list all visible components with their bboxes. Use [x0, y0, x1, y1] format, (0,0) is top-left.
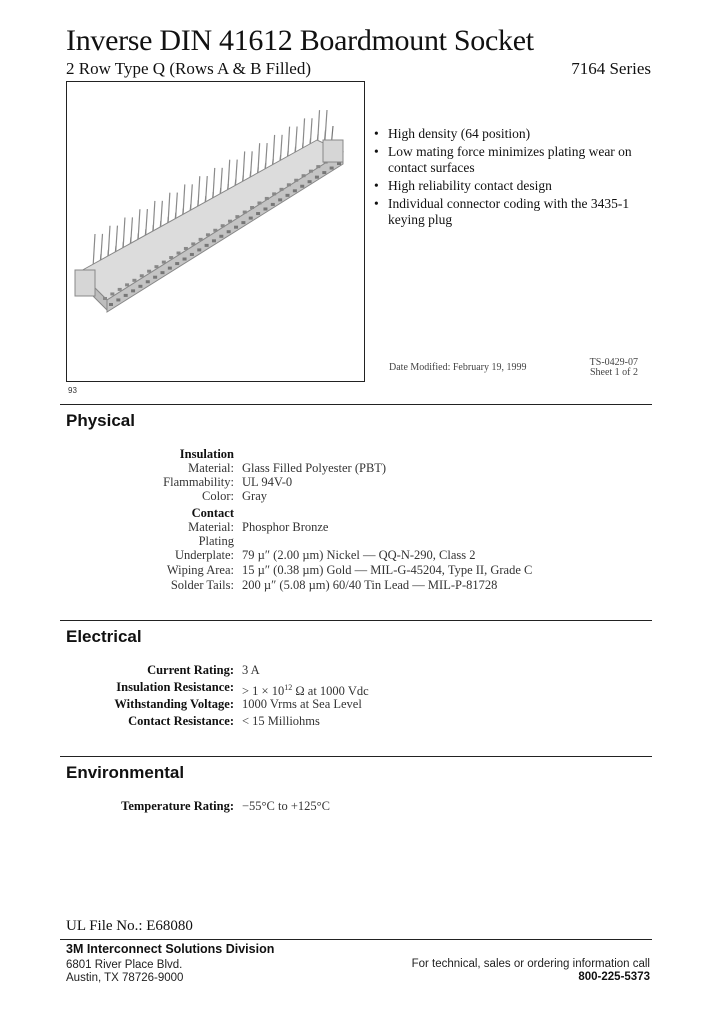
spec-value: −55°C to +125°C — [242, 799, 330, 813]
spec-label: Color: — [202, 489, 234, 503]
section-divider — [60, 620, 652, 621]
feature-item: • Individual connector coding with the 3435-1 keying plug — [374, 196, 664, 228]
spec-value: < 15 Milliohms — [242, 714, 320, 728]
spec-value: 79 µ″ (2.00 µm) Nickel — QQ-N-290, Class 2 — [242, 548, 476, 562]
feature-item: • High density (64 position) — [374, 126, 664, 142]
contact-hole — [272, 192, 276, 195]
contact-hole — [309, 170, 313, 173]
contact-hole — [300, 185, 304, 188]
spec-group-contact: Contact — [191, 506, 234, 520]
contact-hole — [147, 270, 151, 273]
contact-hole — [243, 211, 247, 214]
contact-hole — [228, 220, 232, 223]
contact-hole — [278, 198, 282, 201]
contact-hole — [153, 276, 157, 279]
contact-hole — [110, 292, 114, 295]
contact-hole — [140, 274, 144, 277]
spec-row — [66, 520, 586, 535]
company-division: 3M Interconnect Solutions Division — [66, 942, 275, 956]
contact-hole — [308, 180, 312, 183]
contact-hole — [322, 171, 326, 174]
date-modified: Date Modified: February 19, 1999 — [389, 362, 527, 373]
spec-value: 1000 Vrms at Sea Level — [242, 697, 362, 711]
spec-label: Material: — [188, 520, 234, 534]
spec-row — [66, 534, 586, 549]
contact-hole — [287, 183, 291, 186]
contact-hole — [271, 203, 275, 206]
contact-hole — [197, 248, 201, 251]
contact-hole — [241, 221, 245, 224]
spec-row — [66, 680, 586, 699]
spec-row — [66, 663, 586, 678]
address-line-1: 6801 River Place Blvd. — [66, 959, 183, 971]
contact-hole — [175, 262, 179, 265]
section-title-environmental: Environmental — [66, 763, 185, 782]
contact-hole — [227, 230, 231, 233]
feature-item: • Low mating force minimizes plating wear on contact surfaces — [374, 144, 664, 176]
spec-label: Solder Tails: — [170, 578, 234, 592]
address-line-2: Austin, TX 78726-9000 — [66, 972, 184, 984]
feature-list — [374, 126, 664, 230]
contact-hole — [190, 253, 194, 256]
contact-hole — [206, 233, 210, 236]
spec-label: Wiping Area: — [166, 563, 234, 577]
insulation-value-prefix: > 1 × 10 — [242, 684, 285, 699]
contact-hole — [302, 174, 306, 177]
ul-file-number: UL File No.: E68080 — [66, 918, 193, 934]
spec-value: 200 µ″ (5.08 µm) 60/40 Tin Lead — MIL-P-81728 — [242, 578, 498, 592]
spec-row — [66, 714, 586, 729]
connector-pin — [318, 110, 320, 144]
contact-info-text: For technical, sales or ordering information call — [411, 958, 650, 970]
contact-hole — [199, 238, 203, 241]
feature-item: • High reliability contact design — [374, 178, 664, 194]
spec-row — [66, 506, 586, 521]
series-label: 7164 Series — [571, 59, 651, 78]
section-title-physical: Physical — [66, 411, 135, 430]
spec-row — [66, 548, 586, 563]
contact-hole — [234, 226, 238, 229]
contact-hole — [118, 288, 122, 291]
contact-hole — [294, 179, 298, 182]
contact-hole — [280, 188, 284, 191]
contact-hole — [191, 242, 195, 245]
contact-hole — [250, 206, 254, 209]
contact-hole — [160, 271, 164, 274]
contact-hole — [286, 194, 290, 197]
spec-value: Gray — [242, 489, 267, 503]
contact-hole — [213, 229, 217, 232]
contact-hole — [103, 297, 107, 300]
contact-hole — [205, 244, 209, 247]
spec-label: Insulation Resistance: — [116, 680, 234, 694]
spec-value: 3 A — [242, 663, 260, 677]
contact-hole — [315, 176, 319, 179]
spec-group-plating: Plating — [198, 534, 234, 548]
spec-row — [66, 799, 586, 814]
section-title-electrical: Electrical — [66, 627, 142, 646]
contact-hole — [109, 303, 113, 306]
spec-label: Temperature Rating: — [121, 799, 234, 813]
spec-row — [66, 697, 586, 712]
contact-hole — [146, 280, 150, 283]
contact-hole — [265, 197, 269, 200]
contact-hole — [235, 215, 239, 218]
connector-top-face — [79, 140, 343, 300]
contact-hole — [212, 239, 216, 242]
footer-divider — [60, 939, 652, 940]
phone-number: 800-225-5373 — [578, 971, 650, 983]
spec-row — [66, 461, 586, 476]
spec-row — [66, 475, 586, 490]
spec-label: Withstanding Voltage: — [114, 697, 234, 711]
contact-hole — [132, 279, 136, 282]
insulation-value-suffix: Ω at 1000 Vdc — [292, 684, 369, 699]
contact-hole — [293, 189, 297, 192]
contact-hole — [256, 212, 260, 215]
contact-hole — [221, 224, 225, 227]
contact-hole — [124, 294, 128, 297]
contact-hole — [249, 217, 253, 220]
sheet-number: Sheet 1 of 2 — [589, 367, 638, 378]
ts-number: TS-0429-07 — [589, 357, 638, 368]
spec-row — [66, 489, 586, 504]
contact-hole — [263, 207, 267, 210]
insulation-value-exponent: 12 — [284, 683, 293, 692]
spec-group-insulation: Insulation — [179, 447, 234, 461]
contact-hole — [162, 261, 166, 264]
contact-hole — [131, 289, 135, 292]
spec-value: Glass Filled Polyester (PBT) — [242, 461, 387, 475]
contact-hole — [169, 256, 173, 259]
product-photo-frame — [66, 81, 365, 382]
connector-pin — [325, 110, 327, 140]
spec-label: Underplate: — [174, 548, 234, 562]
section-divider — [60, 404, 652, 405]
connector-photo — [67, 82, 364, 381]
spec-label: Material: — [188, 461, 234, 475]
contact-hole — [184, 247, 188, 250]
spec-value: 15 µ″ (0.38 µm) Gold — MIL-G-45204, Type II, Grade C — [242, 563, 533, 577]
contact-hole — [138, 285, 142, 288]
page-title: Inverse DIN 41612 Boardmount Socket — [66, 24, 534, 57]
spec-row — [66, 447, 586, 462]
contact-hole — [330, 167, 334, 170]
connector-front-face — [107, 152, 343, 312]
right-mount-ear — [323, 140, 343, 162]
contact-hole — [125, 283, 129, 286]
spec-row — [66, 563, 586, 578]
contact-hole — [183, 258, 187, 261]
left-mount-ear — [75, 270, 95, 296]
contact-hole — [219, 235, 223, 238]
spec-label: Flammability: — [163, 475, 234, 489]
spec-value: Phosphor Bronze — [242, 520, 329, 534]
photo-caption: 93 — [68, 386, 77, 395]
spec-label: Current Rating: — [147, 663, 234, 677]
spec-value: UL 94V-0 — [242, 475, 293, 489]
page-subtitle: 2 Row Type Q (Rows A & B Filled) — [66, 59, 312, 78]
contact-hole — [177, 252, 181, 255]
spec-row — [66, 578, 586, 593]
contact-hole — [257, 201, 261, 204]
section-divider — [60, 756, 652, 757]
contact-hole — [116, 298, 120, 301]
spec-label: Contact Resistance: — [128, 714, 234, 728]
contact-hole — [154, 265, 158, 268]
contact-hole — [316, 165, 320, 168]
contact-hole — [168, 267, 172, 270]
